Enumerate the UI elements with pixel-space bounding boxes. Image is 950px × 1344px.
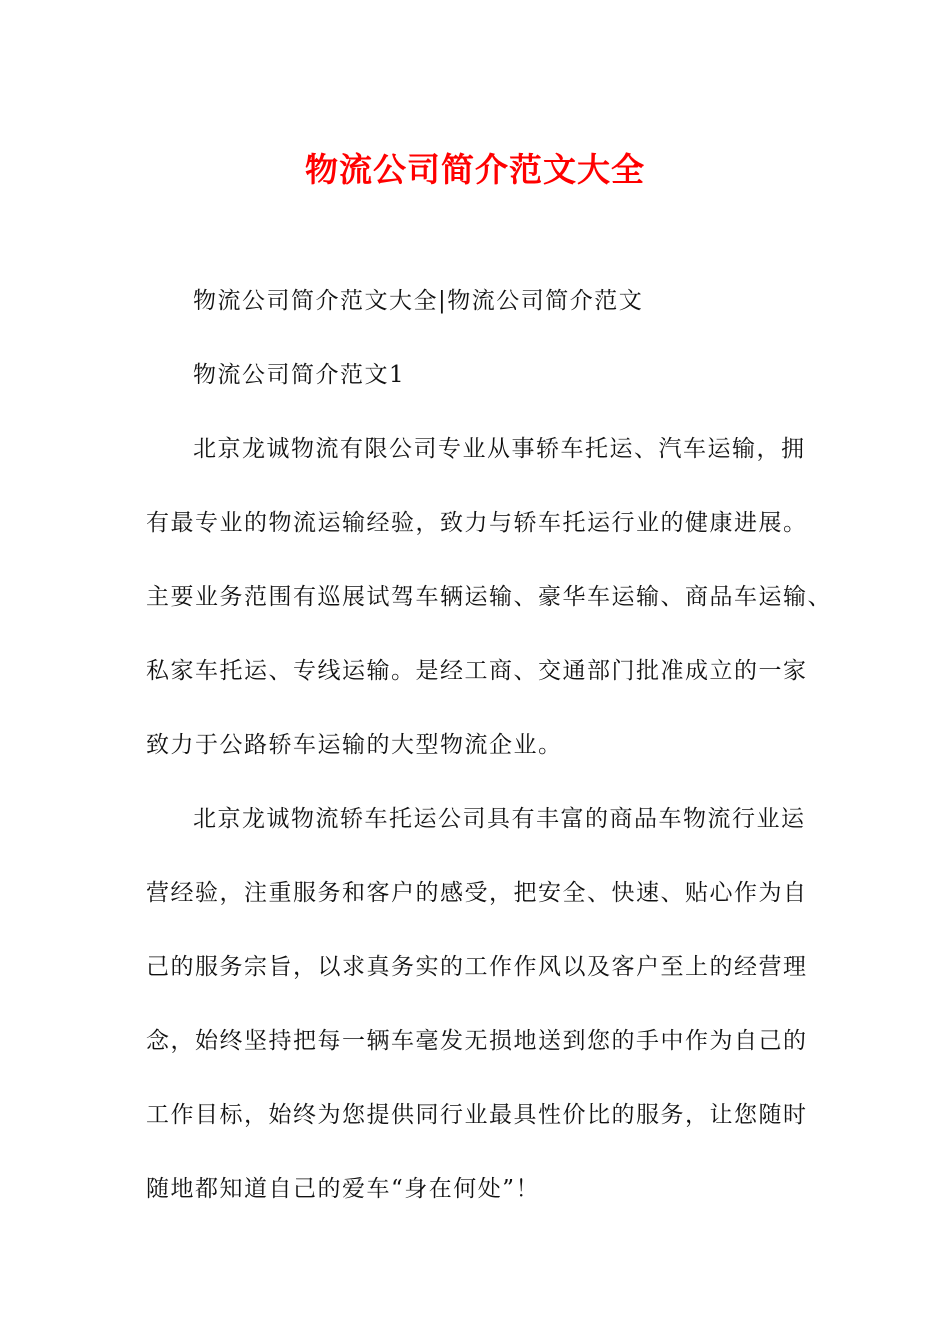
- paragraph-line: 有最专业的物流运输经验，致力与轿车托运行业的健康进展。: [146, 510, 808, 536]
- paragraph-line: 工作目标，始终为您提供同行业最具性价比的服务，让您随时: [146, 1102, 808, 1128]
- section-heading: 物流公司简介范文1: [193, 362, 406, 388]
- document-title: 物流公司简介范文大全: [305, 150, 645, 189]
- paragraph-line: 随地都知道自己的爱车“身在何处”！: [146, 1176, 541, 1202]
- paragraph-line: 营经验，注重服务和客户的感受，把安全、快速、贴心作为自: [146, 880, 808, 906]
- paragraph-line: 北京龙诚物流轿车托运公司具有丰富的商品车物流行业运: [193, 806, 806, 832]
- paragraph-line: 己的服务宗旨，以求真务实的工作作风以及客户至上的经营理: [146, 954, 808, 980]
- subtitle-line: 物流公司简介范文大全|物流公司简介范文: [193, 288, 644, 314]
- paragraph-line: 私家车托运、专线运输。是经工商、交通部门批准成立的一家: [146, 658, 808, 684]
- paragraph-line: 致力于公路轿车运输的大型物流企业。: [146, 732, 563, 758]
- paragraph-line: 主要业务范围有巡展试驾车辆运输、豪华车运输、商品车运输、: [146, 584, 832, 610]
- paragraph-line: 北京龙诚物流有限公司专业从事轿车托运、汽车运输，拥: [193, 436, 806, 462]
- paragraph-line: 念，始终坚持把每一辆车毫发无损地送到您的手中作为自己的: [146, 1028, 808, 1054]
